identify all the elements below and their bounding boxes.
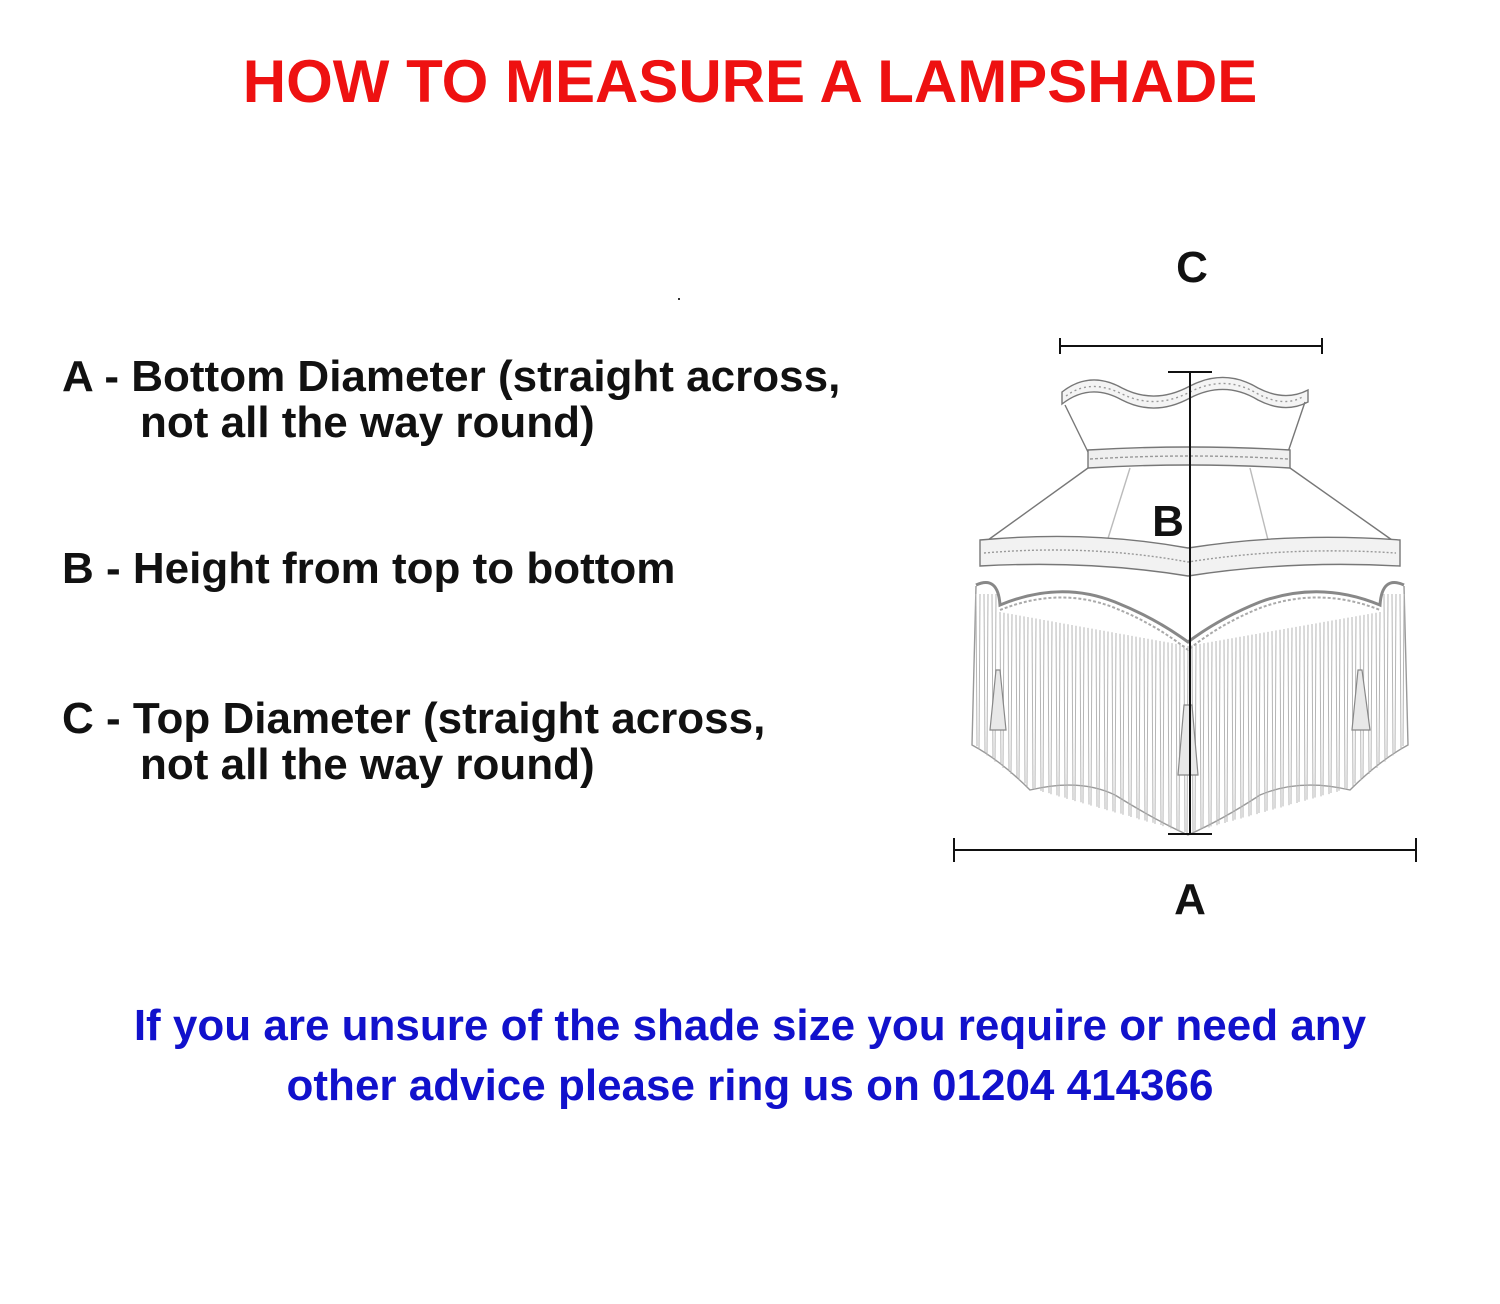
- fringe-strand: [1211, 642, 1212, 827]
- fringe-strand: [1323, 622, 1324, 795]
- fringe-strand: [1331, 621, 1332, 794]
- fringe-strand: [1128, 635, 1129, 816]
- fringe-strand: [1283, 629, 1284, 806]
- fringe-strand: [1123, 634, 1124, 814]
- fringe-strand: [1040, 619, 1041, 791]
- fringe-strand: [1019, 616, 1020, 781]
- fringe-strand: [1400, 594, 1401, 749]
- fringe-strand: [1075, 626, 1076, 801]
- fringe-strand: [1312, 624, 1313, 799]
- dimension-b-line: [1168, 372, 1212, 834]
- fringe-strand: [1112, 632, 1113, 811]
- fringe-strand: [1064, 624, 1065, 798]
- top-rim: [1062, 377, 1308, 408]
- lampshade-diagram: [940, 230, 1440, 930]
- fringe-strand: [1296, 627, 1297, 803]
- fringe-strand: [1235, 638, 1236, 820]
- fringe-strand: [1371, 613, 1372, 771]
- fringe-strand: [1307, 625, 1308, 800]
- fringe-strand: [979, 594, 980, 749]
- fringe-strand: [987, 594, 988, 755]
- fringe-strand: [1248, 635, 1249, 816]
- stray-dot: [678, 298, 680, 300]
- fringe-strand: [1267, 632, 1268, 811]
- label-c: C: [1176, 243, 1208, 292]
- fringe-strand: [1107, 632, 1108, 811]
- fringe-strand: [1003, 613, 1004, 768]
- fringe-strand: [1320, 623, 1321, 797]
- fringe-strand: [1379, 612, 1380, 765]
- fringe-strand: [1232, 638, 1233, 821]
- fringe-strand: [1304, 625, 1305, 800]
- fringe-strand: [1032, 618, 1033, 789]
- fringe-strand: [1264, 633, 1265, 812]
- fringe-strand: [1315, 623, 1316, 797]
- fringe-strand: [1288, 628, 1289, 805]
- fringe-strand: [1059, 623, 1060, 797]
- fringe-strand: [1403, 594, 1404, 746]
- label-a: A: [1174, 875, 1206, 924]
- fringe-strand: [1219, 640, 1220, 824]
- fringe-strand: [1099, 630, 1100, 808]
- advice-text: [0, 996, 1500, 1116]
- fringe-strand: [1051, 621, 1052, 794]
- fringe-strand: [1392, 594, 1393, 755]
- fringe-strand: [1139, 637, 1140, 819]
- definition-c-line2: not all the way round): [140, 740, 595, 789]
- definition-a-line1: A - Bottom Diameter (straight across,: [62, 352, 841, 401]
- fringe-strand: [1224, 640, 1225, 823]
- fringe-strand: [1347, 618, 1348, 789]
- fringe-strand: [1336, 620, 1337, 792]
- fringe-strand: [1179, 645, 1180, 831]
- fringe-strand: [1208, 642, 1209, 827]
- fringe-strand: [1291, 628, 1292, 805]
- fringe-strand: [992, 594, 993, 759]
- fringe-strand: [1067, 624, 1068, 799]
- fringe-strand: [1251, 635, 1252, 816]
- dimension-c-line: [1060, 338, 1322, 354]
- definition-c: [62, 696, 765, 788]
- fringe-strand: [1256, 634, 1257, 814]
- fringe-strand: [1072, 625, 1073, 800]
- advice-line1: If you are unsure of the shade size you require or need any: [133, 1001, 1367, 1050]
- definition-b: [62, 546, 675, 592]
- fringe-strand: [1024, 616, 1025, 783]
- fringe-strand: [1016, 615, 1017, 777]
- fringe-strand: [1048, 621, 1049, 793]
- dimension-a-line: [954, 838, 1416, 862]
- label-b: B: [1152, 497, 1184, 546]
- fringe-strand: [1200, 644, 1201, 830]
- fringe-strand: [1160, 641, 1161, 825]
- fringe-strand: [1387, 594, 1388, 759]
- fringe-strand: [984, 594, 985, 752]
- definition-a-line2: not all the way round): [140, 398, 595, 447]
- fringe-strand: [1176, 644, 1177, 830]
- fringe-strand: [1227, 639, 1228, 822]
- fringe-strand: [1043, 620, 1044, 792]
- fringe-strand: [1027, 617, 1028, 786]
- fringe-strand: [1395, 594, 1396, 752]
- fringe-strand: [1131, 636, 1132, 817]
- fringe-strand: [1352, 617, 1353, 786]
- fringe-strand: [1280, 630, 1281, 808]
- fringe-strand: [1259, 633, 1260, 813]
- fringe-strand: [1243, 636, 1244, 817]
- fringe-strand: [1088, 628, 1089, 805]
- definition-c-line1: C - Top Diameter (straight across,: [62, 694, 766, 743]
- fringe-strand: [1216, 641, 1217, 825]
- fringe-strand: [1080, 626, 1081, 802]
- fringe-strand: [1171, 643, 1172, 828]
- fringe-strand: [1272, 631, 1273, 810]
- fringe-strand: [1339, 619, 1340, 791]
- fringe-strand: [1104, 631, 1105, 809]
- page-title: HOW TO MEASURE A LAMPSHADE: [242, 48, 1258, 115]
- tassel-center: [1178, 705, 1198, 775]
- fringe-strand: [976, 594, 977, 746]
- fringe-strand: [1328, 621, 1329, 794]
- fringe-strand: [1299, 626, 1300, 802]
- fringe-strand: [1056, 622, 1057, 795]
- fringe-strand: [1115, 633, 1116, 813]
- fringe-strand: [1168, 642, 1169, 827]
- fringe-strand: [1147, 639, 1148, 822]
- fringe-strand: [1096, 629, 1097, 806]
- fringe-strand: [1275, 630, 1276, 808]
- fringe-strand: [1155, 640, 1156, 824]
- fringe-strand: [1120, 634, 1121, 814]
- fringe-strand: [1203, 643, 1204, 828]
- fringe-strand: [1384, 594, 1385, 762]
- fringe-strand: [1344, 618, 1345, 789]
- fringe-strand: [1240, 637, 1241, 819]
- fringe-strand: [1376, 613, 1377, 768]
- fringe-strand: [1011, 614, 1012, 774]
- advice-line2: other advice please ring us on 01204 414366: [286, 1061, 1214, 1110]
- fringe-strand: [1163, 642, 1164, 827]
- tassel-right: [1352, 670, 1370, 730]
- fringe-strand: [1008, 613, 1009, 770]
- definition-a: [62, 354, 840, 446]
- fringe-strand: [1368, 614, 1369, 774]
- fringe-strand: [1091, 629, 1092, 806]
- fringe-strand: [1083, 627, 1084, 803]
- definition-b-line1: B - Height from top to bottom: [62, 544, 676, 593]
- fringe-strand: [1152, 639, 1153, 822]
- fringe-strand: [1144, 638, 1145, 820]
- fringe-strand: [1035, 619, 1036, 790]
- fringe-strand: [1136, 637, 1137, 819]
